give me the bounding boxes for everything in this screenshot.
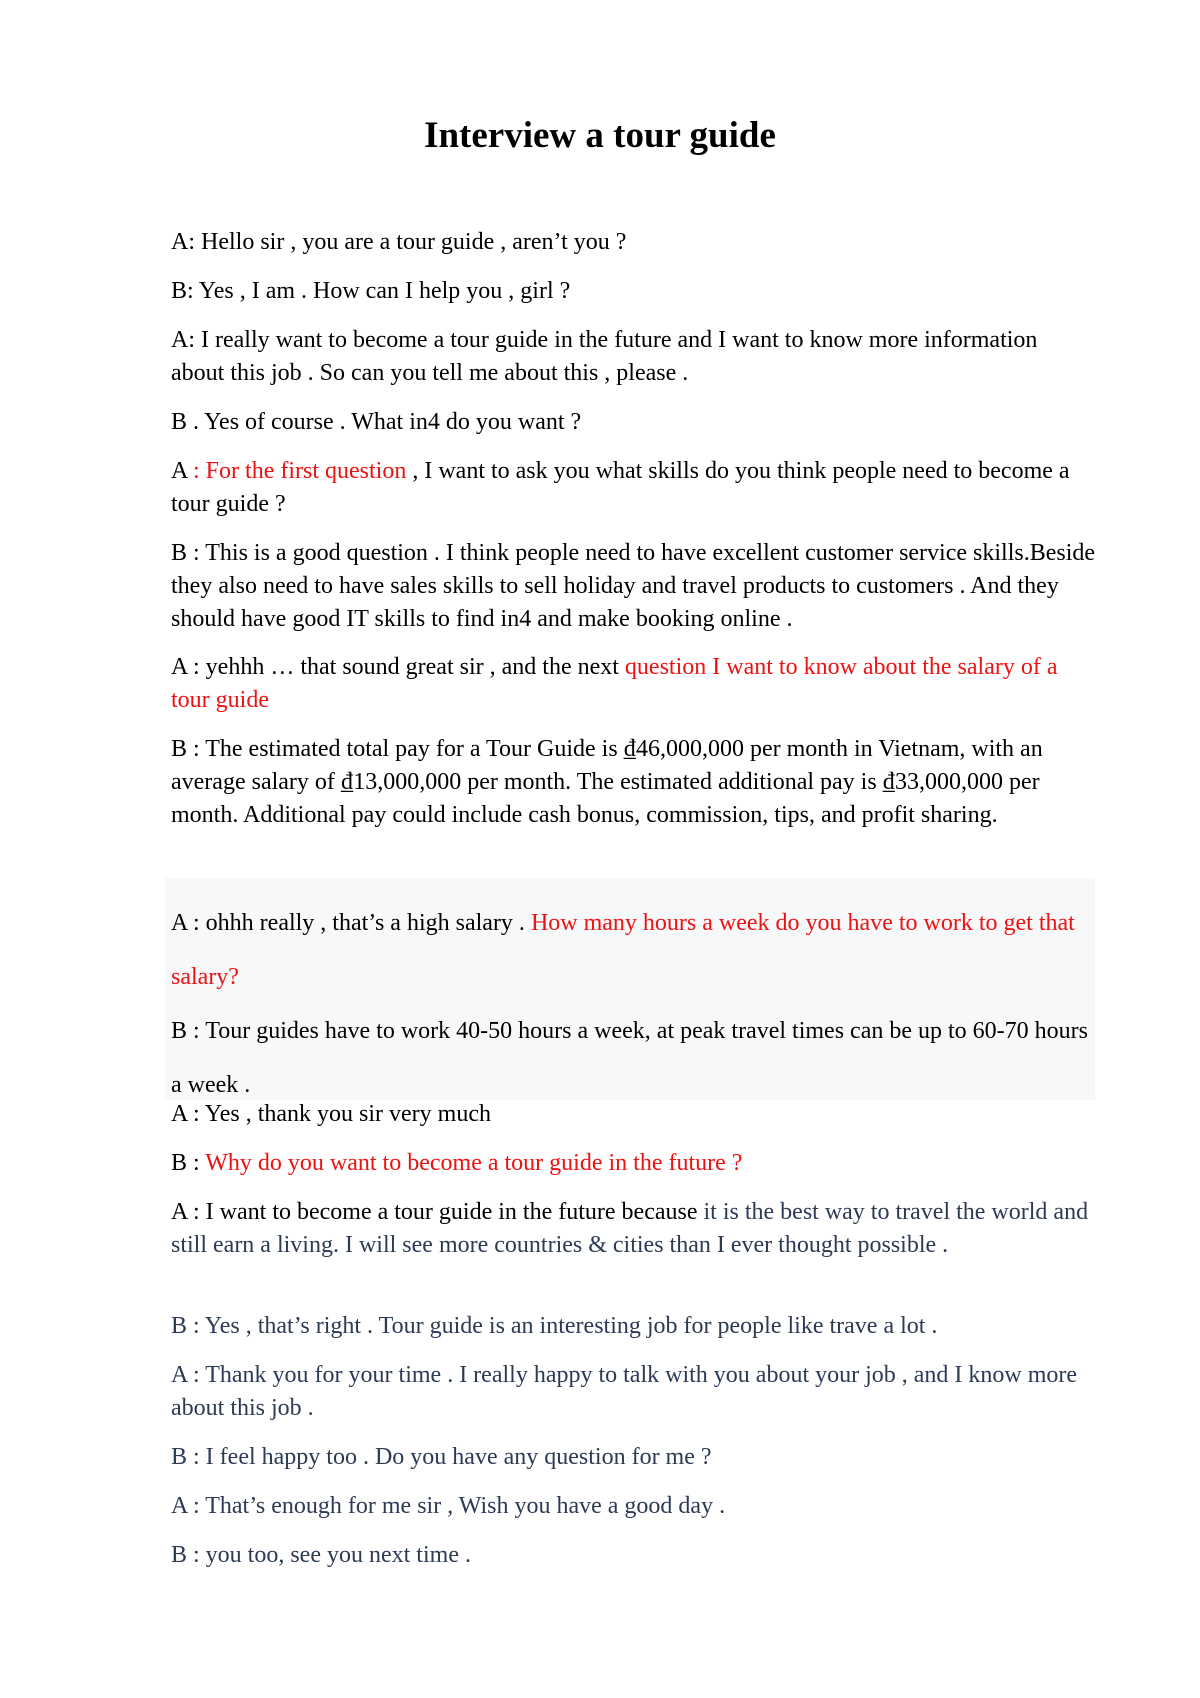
line-text: A : yehhh … that sound great sir , and the next (171, 654, 625, 680)
line-text: A : I want to become a tour guide in the future because (171, 1199, 704, 1225)
highlighted-question: : For the first question (193, 458, 407, 484)
dialogue-line-15 (171, 1359, 1096, 1425)
dialogue-line-2 (171, 275, 1096, 308)
dialogue-line-8 (171, 733, 1096, 832)
line-text: B : Yes , that’s right . Tour guide is an interesting job for people like trave a lot . (171, 1313, 938, 1339)
line-text: B: Yes , I am . How can I help you , girl ? (171, 278, 571, 304)
dialogue-line-6 (171, 537, 1096, 636)
dialogue-line-16 (171, 1441, 1096, 1474)
dialogue-line-11 (171, 1098, 1096, 1131)
dialogue-line-13 (171, 1196, 1096, 1262)
line-text: A : That’s enough for me sir , Wish you have a good day . (171, 1493, 726, 1519)
line-text: A : ohhh really , that’s a high salary . (171, 910, 531, 936)
line-text: A: I really want to become a tour guide in the future and I want to know more information about this job . So can you tell me about this , please . (171, 327, 1038, 386)
line-text: B : I feel happy too . Do you have any question for me ? (171, 1444, 712, 1470)
dialogue-line-4 (171, 406, 1096, 439)
page-title: Interview a tour guide (424, 115, 776, 156)
dialogue-line-17 (171, 1490, 1096, 1523)
line-text: A : Thank you for your time . I really happy to talk with you about your job , and I know more about this job . (171, 1362, 1078, 1421)
dialogue-line-5 (171, 455, 1096, 521)
dialogue-line-3 (171, 324, 1096, 390)
line-text: A: Hello sir , you are a tour guide , aren’t you ? (171, 229, 627, 255)
line-text: B : you too, see you next time . (171, 1542, 471, 1568)
line-text: A (171, 458, 194, 484)
line-text: B : (171, 1150, 206, 1176)
line-text-navy: it is the best way to travel the world and still earn a living. I will see more countries & cities than I ever thought possible . (171, 1199, 1089, 1258)
highlighted-question: question I want to know about the salary of a tour guide (171, 654, 1058, 713)
dialogue-line-9 (171, 896, 1096, 1004)
dialogue-line-14 (171, 1310, 1096, 1343)
line-text: B : This is a good question . I think people need to have excellent customer service skills.Beside they also need to have sales skills to sell holiday and travel products to customers . And they should have good IT skills to find in4 and make booking online . (171, 540, 1096, 632)
line-text: A : Yes , thank you sir very much (171, 1101, 491, 1127)
line-text: B : Tour guides have to work 40-50 hours a week, at peak travel times can be up to 60-70 hours a week . (171, 1018, 1088, 1098)
dialogue-line-7 (171, 651, 1096, 717)
line-text: B . Yes of course . What in4 do you want ? (171, 409, 582, 435)
highlighted-question: Why do you want to become a tour guide in the future ? (205, 1150, 743, 1176)
line-text: , I want to ask you what skills do you think people need to become a tour guide ? (171, 458, 1070, 517)
dialogue-line-18 (171, 1539, 1096, 1572)
dialogue-line-10 (171, 1004, 1096, 1112)
line-text: B : The estimated total pay for a Tour Guide is ₫46,000,000 per month in Vietnam, with an average salary of ₫13,000,000 per month. The estimated additional pay is ₫33,000,000 per month. Additional pay could include cash bonus, commission, tips, and profit sharing. (171, 736, 1043, 828)
dialogue-line-1 (171, 226, 1096, 259)
highlighted-question: How many hours a week do you have to work to get that salary? (171, 910, 1075, 990)
dialogue-line-12 (171, 1147, 1096, 1180)
